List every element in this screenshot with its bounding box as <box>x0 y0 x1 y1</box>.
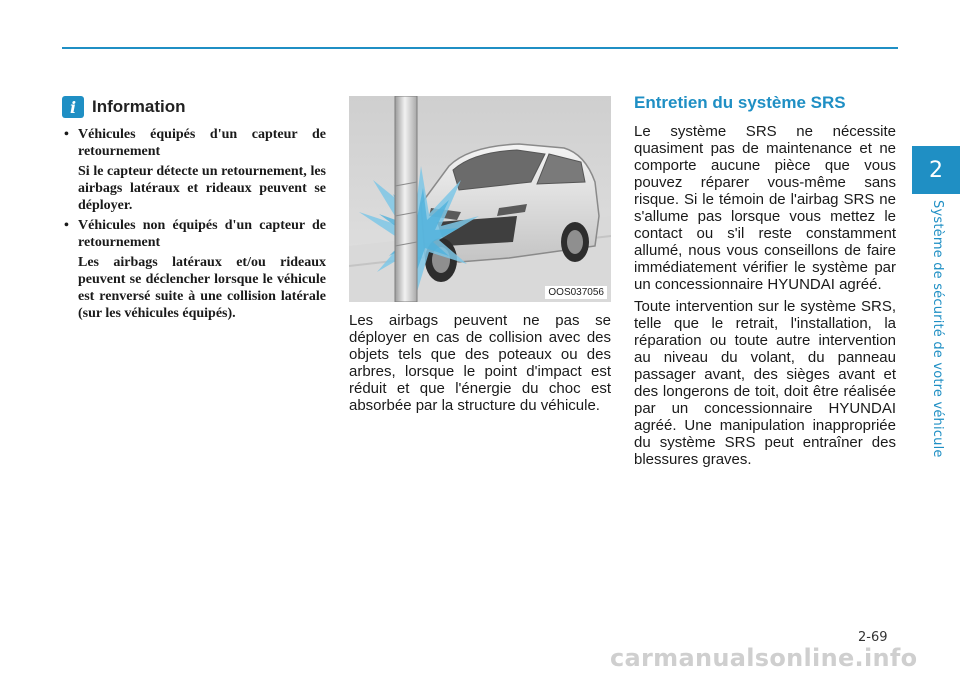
bullet-dot-icon: • <box>64 218 69 233</box>
figure-code: OOS037056 <box>545 286 607 299</box>
collision-illustration <box>349 96 611 302</box>
information-box <box>62 96 326 325</box>
bullet-heading: Véhicules équipés d'un capteur de retournement <box>78 127 326 159</box>
list-item <box>62 217 326 251</box>
section-paragraph: Le système SRS ne nécessite quasiment pas de maintenance et ne comporte aucune pièce que vous pouvez réparer vous-même sans risque. Si le témoin de l'airbag SRS ne s'allume pas lorsque vous mettez le contact ou s'il reste constamment allumé, nous vous conseillons de faire immédiatement vérifier le système par un concessionnaire HYUNDAI agréé. <box>634 123 896 293</box>
list-item <box>62 126 326 160</box>
page-number: 2-69 <box>858 630 888 645</box>
top-rule <box>62 47 898 49</box>
maintenance-section <box>634 93 896 473</box>
airbag-paragraph: Les airbags peuvent ne pas se déployer en cas de collision avec des objets tels que des poteaux ou des arbres, lorsque le point d'impact est réduit et que l'énergie du choc est absorbée par la structure du véhicule. <box>349 312 611 414</box>
chapter-number: 2 <box>929 157 943 183</box>
chapter-number-tab[interactable] <box>912 146 960 194</box>
information-header <box>62 96 326 118</box>
section-title: Entretien du système SRS <box>634 93 846 112</box>
bullet-heading: Véhicules non équipés d'un capteur de retournement <box>78 218 326 250</box>
watermark: carmanualsonline.info <box>610 644 918 672</box>
info-icon: i <box>62 96 84 118</box>
chapter-title: Système de sécurité de votre véhicule <box>930 200 945 458</box>
information-title: Information <box>92 97 186 116</box>
section-paragraph: Toute intervention sur le système SRS, telle que le retrait, l'installation, la réparation ou toute autre intervention au niveau du volant, du panneau passager avant, des sièges avant et des longerons de toit, doit être réalisée par un concessionnaire HYUNDAI agréé. Une manipulation inappropriée du système SRS peut entraîner des blessures graves. <box>634 298 896 468</box>
bullet-text: Les airbags latéraux et/ou rideaux peuvent se déclencher lorsque le véhicule est renversé suite à une collision latérale (sur les véhicules équipés). <box>78 255 326 321</box>
bullet-text: Si le capteur détecte un retournement, les airbags latéraux et rideaux peuvent se déployer. <box>78 164 326 213</box>
bullet-dot-icon: • <box>64 127 69 142</box>
car-pole-illustration <box>349 96 611 302</box>
